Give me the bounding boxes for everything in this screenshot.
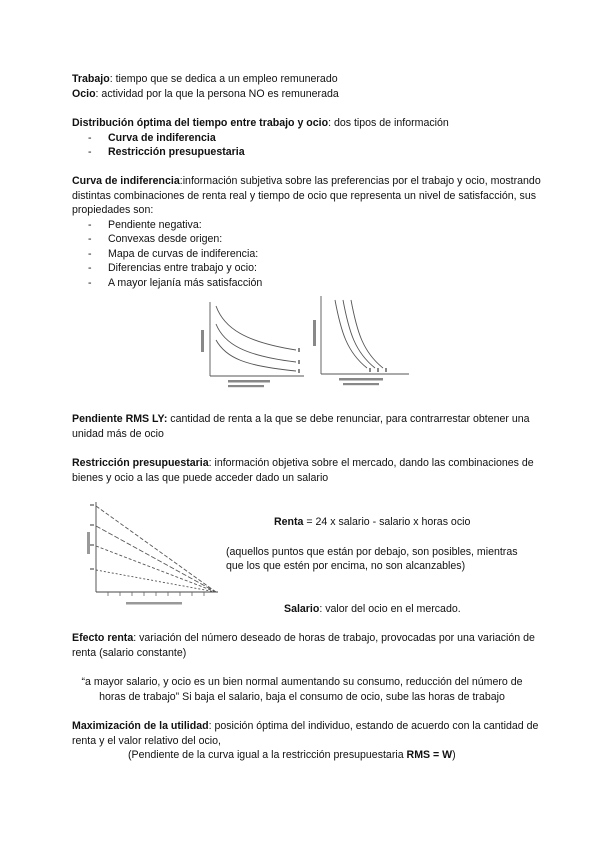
- text-restriccion: : información objetiva sobre el mercado, dando las combinaciones de bienes y ocio a las que puede acceder dado un salario: [72, 457, 534, 484]
- budget-line-4: [96, 570, 216, 592]
- y-axis-label-scan: [201, 330, 204, 352]
- def-salario: [284, 602, 544, 617]
- text-efecto: : variación del número deseado de horas de trabajo, provocadas por una variación de renta (salario constante): [72, 632, 535, 659]
- steep-indifference-curves-figure: [313, 292, 413, 392]
- term-distribucion: Distribución óptima del tiempo entre trabajo y ocio: [72, 117, 329, 129]
- maximizacion-note: (Pendiente de la curva igual a la restricción presupuestaria RMS = W): [128, 749, 456, 761]
- curve-3: [216, 340, 296, 371]
- list-item: - Restricción presupuestaria: [88, 145, 245, 160]
- curve-3: [351, 300, 383, 368]
- rms-equals-w: RMS = W: [406, 749, 453, 761]
- budget-line-1: [96, 506, 216, 592]
- curve-1: [216, 306, 296, 350]
- curva-list: [88, 218, 262, 291]
- efecto-quote: “a mayor salario, y ocio es un bien normal aumentando su consumo, reducción del número de horas de trabajo” Si baja el salario, baja el consumo de ocio, sube las horas de trabajo: [81, 676, 523, 703]
- term-ocio: Ocio: [72, 87, 96, 100]
- x-axis-label-scan: [339, 378, 383, 381]
- budget-constraint-figure: [86, 498, 222, 614]
- def-maximizacion: [72, 719, 542, 748]
- renta-note: (aquellos puntos que están por debajo, son posibles, mientras que los que estén por encima, no son alcanzables): [226, 545, 518, 572]
- distribucion-list: [88, 131, 245, 160]
- def-ocio: [72, 87, 542, 102]
- term-curva: Curva de indiferencia: [72, 175, 180, 187]
- text-ocio: : actividad por la que la persona NO es remunerada: [95, 87, 339, 100]
- def-trabajo: [72, 72, 542, 87]
- x-axis-label-scan: [228, 380, 270, 383]
- y-axis-label-scan: [87, 532, 90, 554]
- text-distribucion: : dos tipos de información: [328, 117, 449, 129]
- y-axis-label-scan: [313, 320, 316, 346]
- text-pendiente: cantidad de renta a la que se debe renunciar, para contrarrestar obtener una unidad más de ocio: [72, 413, 530, 440]
- def-curva: [72, 174, 542, 218]
- text-salario: : valor del ocio en el mercado.: [319, 603, 461, 615]
- term-efecto: Efecto renta: [72, 632, 134, 644]
- budget-line-2: [96, 526, 216, 592]
- x-axis-label-scan: [126, 602, 182, 605]
- list-item: - A mayor lejanía más satisfacción: [88, 276, 262, 291]
- def-restriccion: [72, 456, 542, 485]
- text-renta-formula: = 24 x salario - salario x horas ocio: [303, 516, 471, 528]
- def-distribucion: [72, 116, 542, 131]
- text-maximizacion: : posición óptima del individuo, estando de acuerdo con la cantidad de renta y el valor relativo del ocio,: [72, 720, 539, 747]
- indifference-curves-figure: [200, 298, 308, 390]
- curve-2: [216, 324, 296, 362]
- list-item: - Diferencias entre trabajo y ocio:: [88, 261, 262, 276]
- term-restriccion: Restricción presupuestaria: [72, 457, 209, 469]
- term-renta: Renta: [274, 516, 304, 528]
- list-item: - Convexas desde origen:: [88, 232, 262, 247]
- text-trabajo: : tiempo que se dedica a un empleo remunerado: [109, 73, 338, 85]
- list-item: - Mapa de curvas de indiferencia:: [88, 247, 262, 262]
- def-efecto: [72, 631, 542, 660]
- term-trabajo: Trabajo: [72, 73, 110, 85]
- list-item: - Pendiente negativa:: [88, 218, 262, 233]
- budget-line-3: [96, 546, 216, 592]
- def-pendiente: [72, 412, 542, 441]
- term-salario: Salario: [284, 603, 320, 615]
- text-curva: :información subjetiva sobre las preferencias por el trabajo y ocio, mostrando distintas combinaciones de renta real y tiempo de ocio que representa un nivel de satisfacción, sus propiedades son:: [72, 175, 541, 216]
- list-item: - Curva de indiferencia: [88, 131, 245, 146]
- renta-formula: [274, 515, 574, 530]
- term-pendiente: Pendiente RMS LY:: [72, 413, 168, 425]
- term-maximizacion: Maximización de la utilidad: [72, 720, 209, 732]
